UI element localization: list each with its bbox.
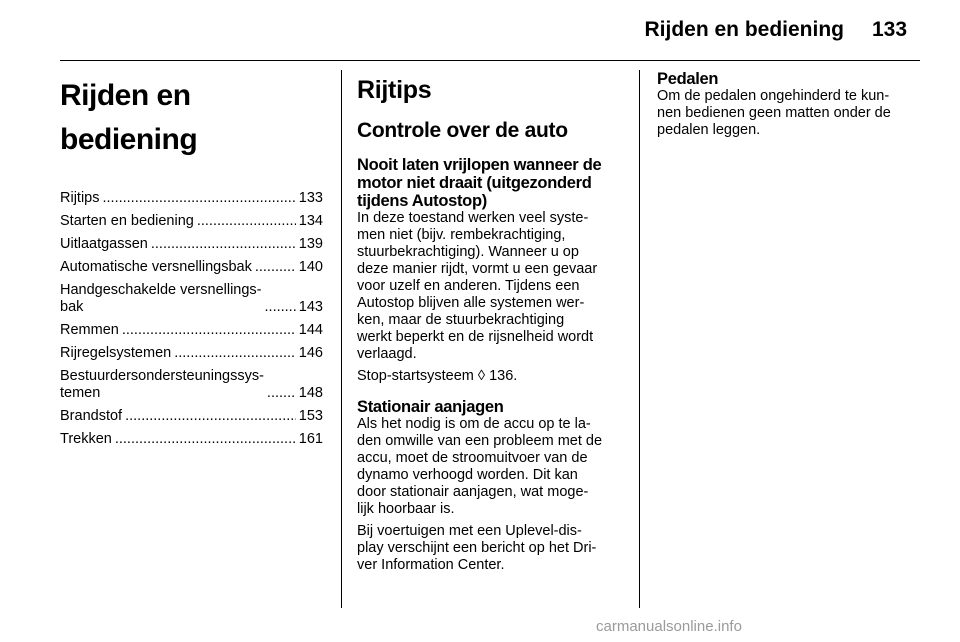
dot-leader (265, 299, 296, 316)
page-number: 133 (872, 18, 908, 41)
toc-item[interactable] (60, 368, 323, 402)
toc-page: 143 (298, 299, 323, 315)
toc-item[interactable] (60, 190, 323, 207)
paragraph: In deze toestand werken veel syste- men niet (bijv. rembekrachtiging, stuurbekrachtiging). Wanneer u op deze manier rijdt, vormt u een gevaar voor uzelf en anderen. Tijdens een Autostop blijven alle systemen wer- ken, maar de stuurbekrachtiging werkt beperkt en de rijsnelheid wordt verlaagd. (357, 210, 598, 362)
toc-label: Remmen (60, 322, 119, 338)
toc-item[interactable] (60, 259, 323, 276)
toc-page: 153 (298, 408, 323, 424)
chapter-column (60, 70, 323, 454)
paragraph: Om de pedalen ongehinderd te kun- nen bedienen geen matten onder de pedalen leggen. (657, 88, 891, 138)
toc-label: Rijtips (60, 190, 100, 206)
cross-reference[interactable]: Stop-startsysteem ◊ 136. (357, 368, 518, 384)
toc-label: Rijregelsystemen (60, 345, 172, 361)
toc-item[interactable] (60, 431, 323, 448)
column-divider (639, 70, 640, 608)
dot-leader (174, 345, 296, 362)
dot-leader (267, 385, 296, 402)
chapter-title: Rijden en bediening (60, 79, 198, 156)
section-title: Rijtips (357, 76, 432, 104)
subsection-title: Controle over de auto (357, 119, 568, 142)
toc-label: Trekken (60, 431, 112, 447)
toc-item[interactable] (60, 213, 323, 230)
toc-label: Starten en bediening (60, 213, 194, 229)
toc-page: 161 (298, 431, 323, 447)
table-of-contents (60, 190, 323, 448)
topic-heading: Stationair aanjagen (357, 398, 504, 416)
toc-page: 133 (298, 190, 323, 206)
dot-leader (102, 190, 295, 207)
column-divider (341, 70, 342, 608)
toc-label: Handgeschakelde versnellings- bak (60, 282, 262, 315)
topic-heading: Nooit laten vrijlopen wanneer de motor niet draait (uitgezonderd tijdens Autostop) (357, 156, 602, 210)
dot-leader (197, 213, 296, 230)
toc-label: Automatische versnellingsbak (60, 259, 252, 275)
dot-leader (115, 431, 296, 448)
toc-page: 144 (298, 322, 323, 338)
toc-item[interactable] (60, 345, 323, 362)
content-column (357, 70, 623, 579)
dot-leader (125, 408, 296, 425)
paragraph: Als het nodig is om de accu op te la- den omwille van een probleem met de accu, moet de stroomuitvoer van de dynamo verhoogd worden. Dit kan door stationair aanjagen, wat moge- lijk hoorbaar is. (357, 416, 603, 517)
paragraph: Bij voertuigen met een Uplevel-dis- play verschijnt een bericht op het Dri- ver Information Center. (357, 523, 597, 573)
dot-leader (255, 259, 296, 276)
toc-item[interactable] (60, 322, 323, 339)
toc-page: 134 (298, 213, 323, 229)
toc-page: 148 (298, 385, 323, 401)
toc-item[interactable] (60, 408, 323, 425)
toc-page: 146 (298, 345, 323, 361)
running-header-title: Rijden en bediening (644, 18, 844, 41)
toc-page: 139 (298, 236, 323, 252)
toc-label: Brandstof (60, 408, 123, 424)
header-divider (60, 60, 920, 61)
toc-label: Bestuurdersondersteuningssys- temen (60, 368, 264, 401)
content-column (657, 70, 920, 144)
toc-item[interactable] (60, 282, 323, 316)
dot-leader (122, 322, 296, 339)
toc-page: 140 (298, 259, 323, 275)
toc-item[interactable] (60, 236, 323, 253)
toc-label: Uitlaatgassen (60, 236, 148, 252)
topic-heading: Pedalen (657, 70, 719, 88)
dot-leader (151, 236, 296, 253)
watermark: carmanualsonline.info (596, 618, 742, 635)
